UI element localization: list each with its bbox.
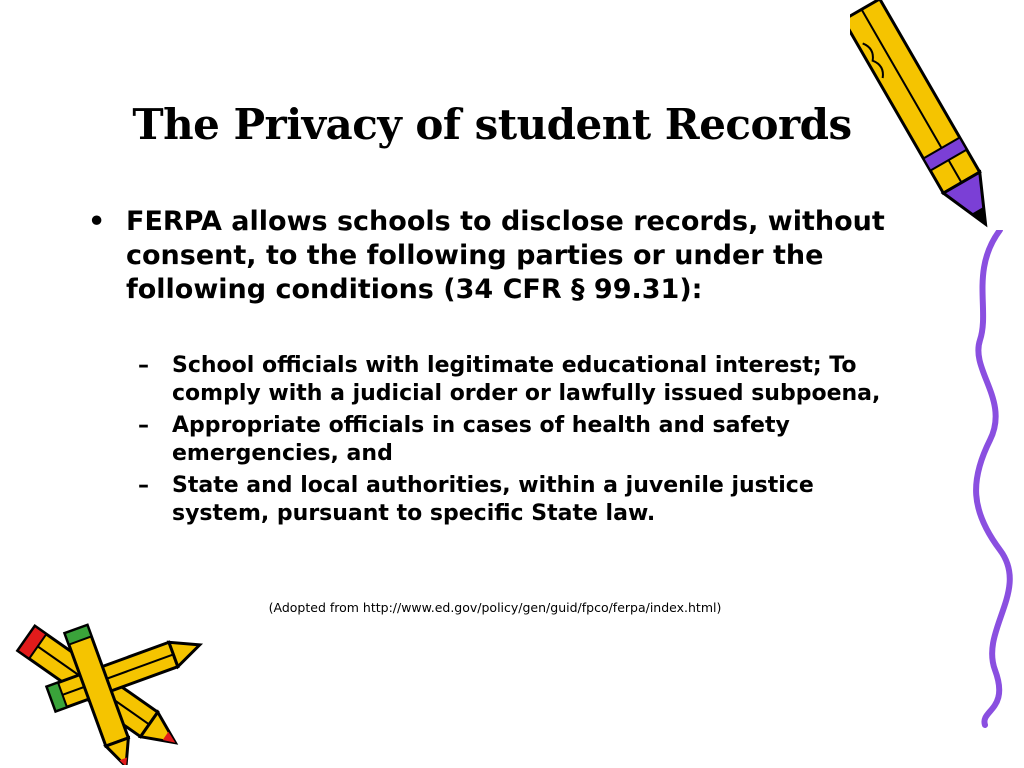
sub-bullet-item [138, 472, 918, 528]
sub-bullet-item [138, 352, 918, 408]
sub-bullet-text: Appropriate officials in cases of health and safety emergencies, and [172, 413, 790, 466]
dash-marker: – [138, 353, 149, 378]
bullet-marker: • [88, 206, 106, 237]
sub-bullet-list [138, 352, 918, 532]
dash-marker: – [138, 413, 149, 438]
crossed-pencils-icon [0, 615, 210, 765]
sub-bullet-item [138, 412, 918, 468]
slide-title: The Privacy of student Records [132, 100, 852, 149]
sub-bullet-text: School officials with legitimate educational interest; To comply with a judicial order or lawfully issued subpoena, [172, 353, 881, 406]
citation-text: (Adopted from http://www.ed.gov/policy/gen/guid/fpco/ferpa/index.html) [268, 600, 722, 615]
pencil-icon [850, 0, 1010, 245]
squiggle-line-icon [960, 230, 1020, 730]
main-bullet [88, 205, 948, 307]
sub-bullet-text: State and local authorities, within a juvenile justice system, pursuant to specific State law. [172, 473, 814, 526]
main-bullet-text: FERPA allows schools to disclose records, without consent, to the following parties or under the following conditions (34 CFR § 99.31): [126, 206, 885, 305]
dash-marker: – [138, 473, 149, 498]
